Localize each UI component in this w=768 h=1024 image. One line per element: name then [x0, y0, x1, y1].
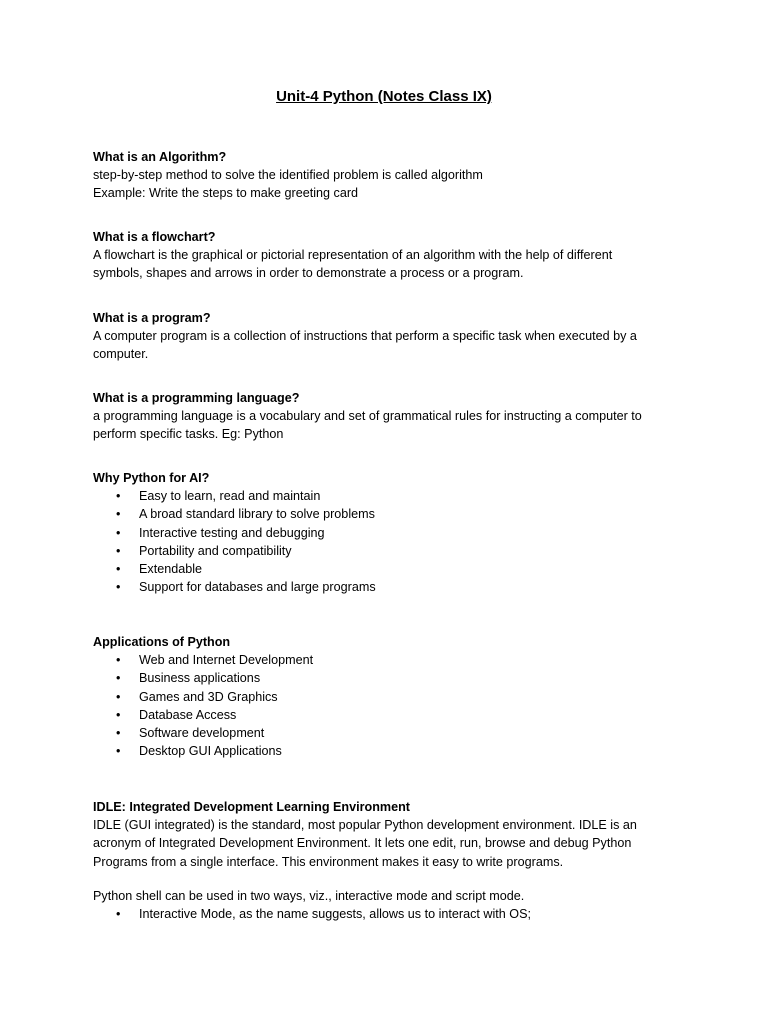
idle-text-3: Programs from a single interface. This environment makes it easy to write programs.	[93, 854, 564, 869]
bullet-icon: •	[116, 525, 121, 540]
flowchart-text-1: A flowchart is the graphical or pictorial representation of an algorithm with the help of different	[93, 248, 613, 263]
heading-program: What is a program?	[93, 311, 211, 325]
applications-list	[93, 651, 673, 760]
list-item: • Business applications	[93, 669, 673, 687]
list-item: • Portability and compatibility	[93, 542, 673, 560]
bullet-icon: •	[116, 744, 121, 759]
list-item: • Desktop GUI Applications	[93, 742, 673, 760]
bullet-icon: •	[116, 671, 121, 686]
section-flowchart	[93, 228, 673, 283]
list-item: • Extendable	[93, 560, 673, 578]
idle-text-1: IDLE (GUI integrated) is the standard, most popular Python development environment. IDLE is an	[93, 818, 637, 833]
section-shell	[93, 887, 673, 923]
shell-text-1: Python shell can be used in two ways, viz., interactive mode and script mode.	[93, 889, 525, 903]
page-title: Unit-4 Python (Notes Class IX)	[276, 88, 492, 105]
list-item: • Easy to learn, read and maintain	[93, 487, 673, 505]
program-text-2: computer.	[93, 347, 149, 362]
algorithm-text-1: step-by-step method to solve the identified problem is called algorithm	[93, 168, 483, 183]
language-text-1: a programming language is a vocabulary and set of grammatical rules for instructing a computer to	[93, 409, 642, 424]
section-idle	[93, 798, 673, 871]
bullet-icon: •	[116, 507, 121, 522]
list-item: • Interactive testing and debugging	[93, 524, 673, 542]
algorithm-text-2: Example: Write the steps to make greeting card	[93, 186, 359, 201]
language-text-2: perform specific tasks. Eg: Python	[93, 427, 284, 442]
bullet-icon: •	[116, 726, 121, 741]
bullet-icon: •	[116, 707, 121, 722]
program-text-1: A computer program is a collection of instructions that perform a specific task when executed by a	[93, 329, 637, 344]
section-programming-language	[93, 389, 673, 444]
list-item: • Web and Internet Development	[93, 651, 673, 669]
bullet-icon: •	[116, 543, 121, 558]
why-python-list	[93, 487, 673, 596]
list-item: • Database Access	[93, 706, 673, 724]
heading-algorithm: What is an Algorithm?	[93, 150, 227, 164]
shell-list	[93, 905, 673, 923]
bullet-icon: •	[116, 580, 121, 595]
bullet-icon: •	[116, 689, 121, 704]
heading-idle: IDLE: Integrated Development Learning Environment	[93, 800, 410, 814]
list-item: • A broad standard library to solve problems	[93, 505, 673, 523]
idle-text-2: acronym of Integrated Development Environment. It lets one edit, run, browse and debug Python	[93, 836, 632, 851]
list-item: • Games and 3D Graphics	[93, 688, 673, 706]
heading-flowchart: What is a flowchart?	[93, 230, 216, 244]
list-item: • Software development	[93, 724, 673, 742]
heading-why-python: Why Python for AI?	[93, 471, 210, 485]
bullet-icon: •	[116, 653, 121, 668]
bullet-icon: •	[116, 907, 121, 922]
section-applications	[93, 633, 673, 760]
list-item: • Interactive Mode, as the name suggests, allows us to interact with OS;	[93, 905, 673, 923]
bullet-icon: •	[116, 562, 121, 577]
bullet-icon: •	[116, 489, 121, 504]
flowchart-text-2: symbols, shapes and arrows in order to demonstrate a process or a program.	[93, 266, 524, 281]
section-algorithm	[93, 148, 673, 203]
list-item: • Support for databases and large programs	[93, 578, 673, 596]
heading-applications: Applications of Python	[93, 635, 231, 649]
section-program	[93, 309, 673, 364]
section-why-python	[93, 469, 673, 596]
heading-programming-language: What is a programming language?	[93, 391, 300, 405]
